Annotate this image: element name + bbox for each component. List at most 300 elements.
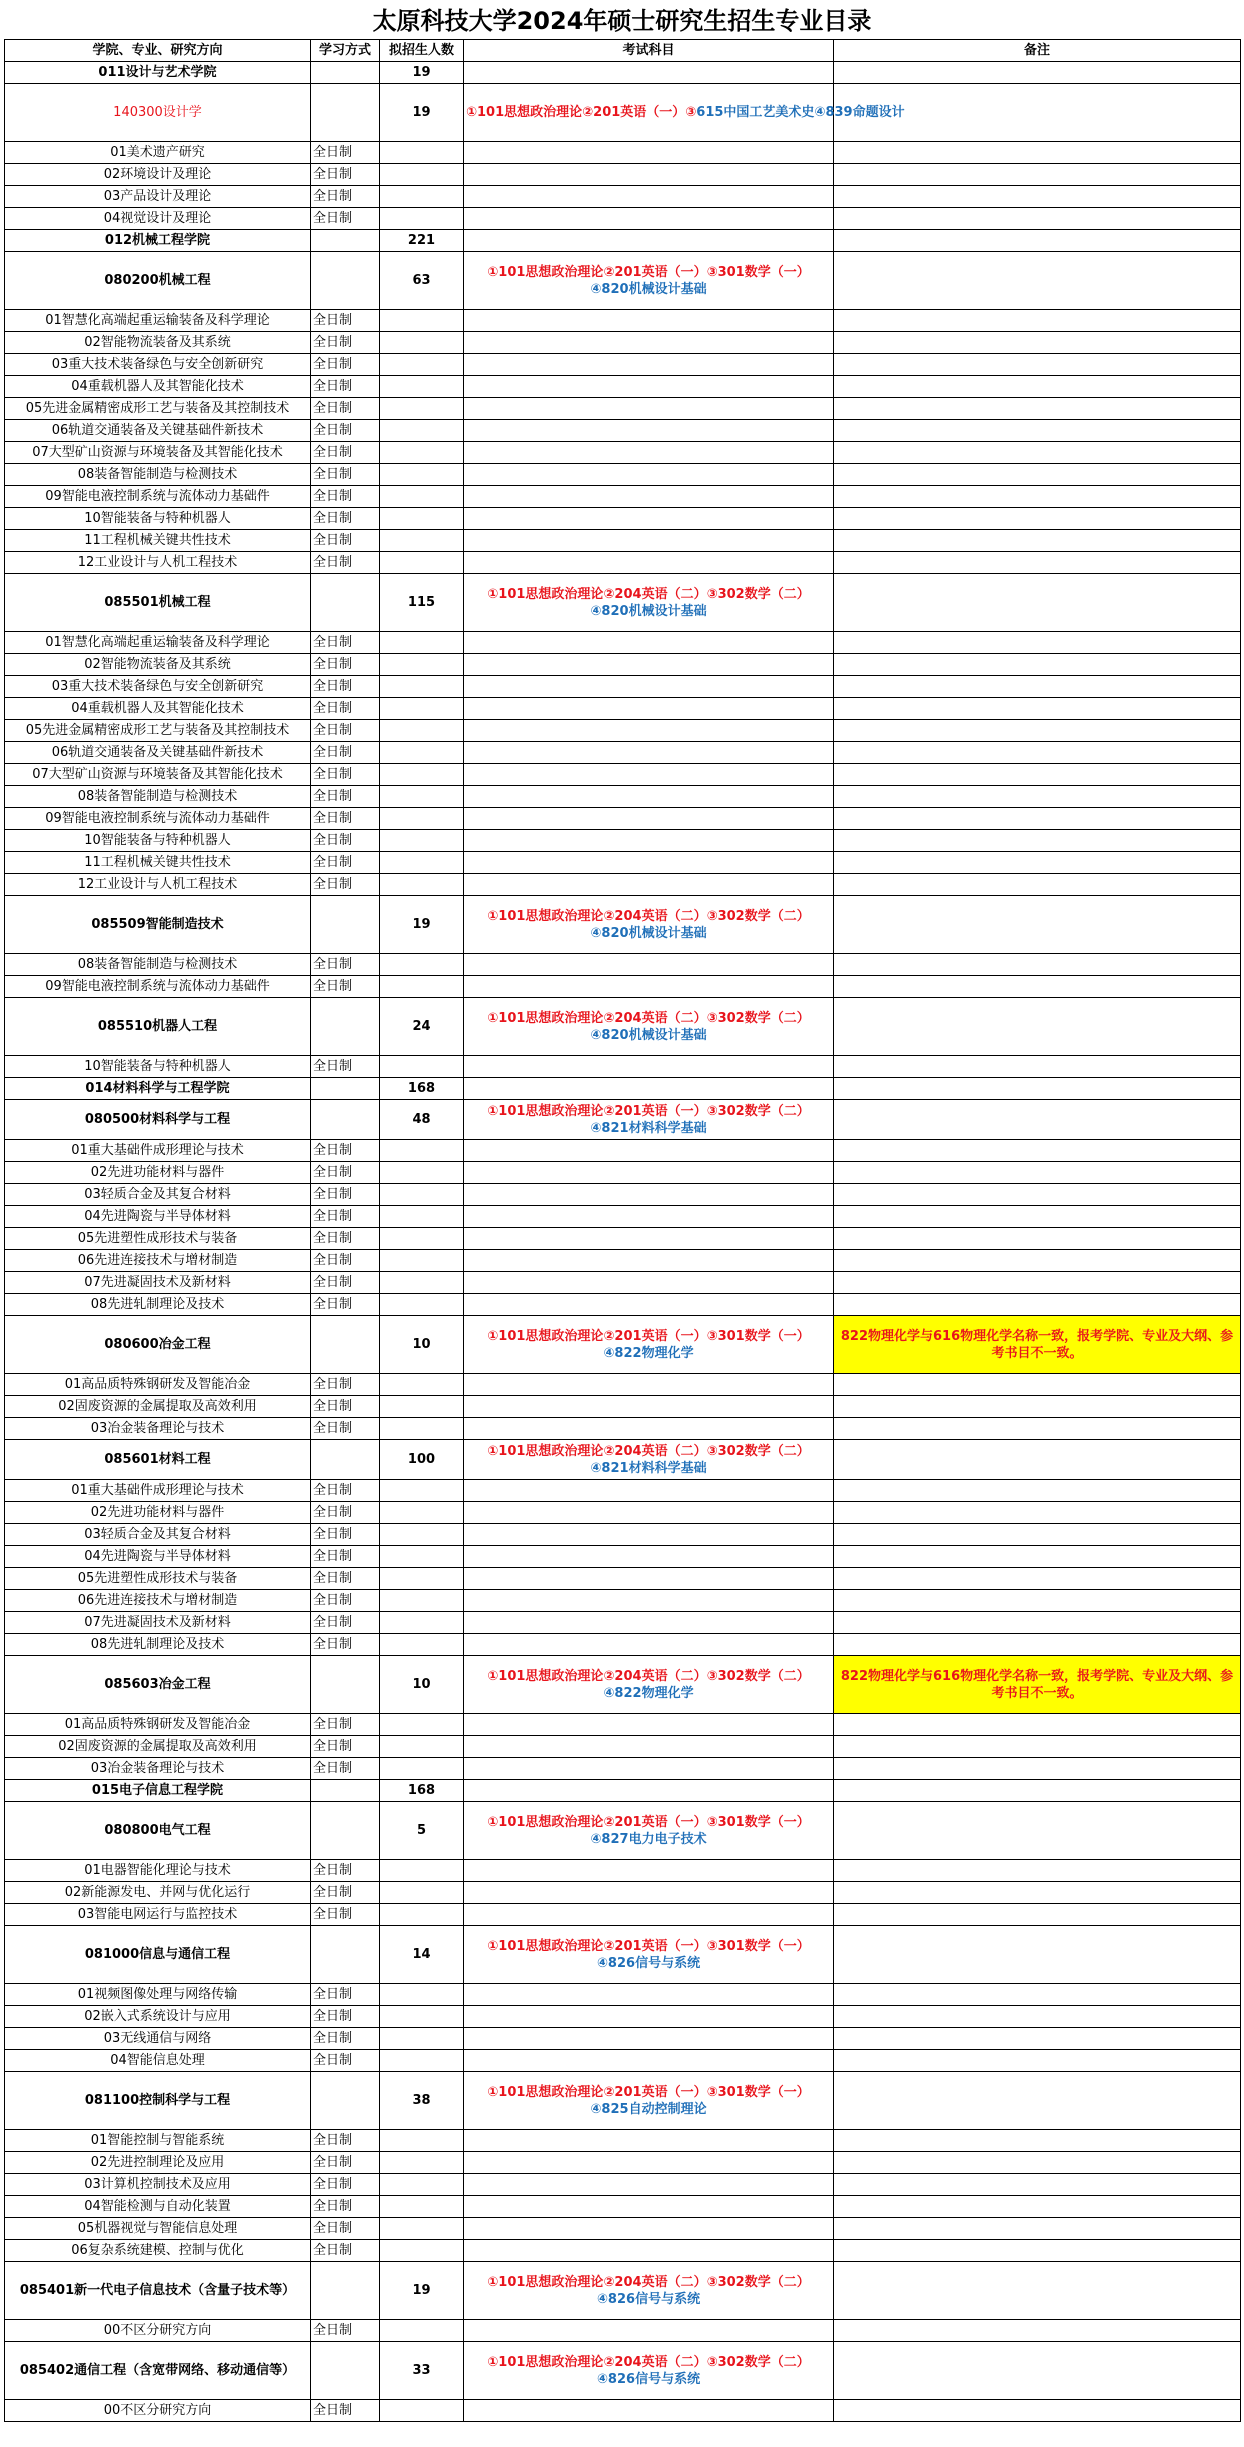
study-mode: 全日制 bbox=[311, 164, 380, 186]
college-row bbox=[5, 230, 1241, 252]
remark-cell bbox=[834, 1396, 1241, 1418]
enrollment-count: 115 bbox=[380, 574, 464, 632]
study-mode-cell bbox=[311, 998, 380, 1056]
study-mode-cell bbox=[311, 62, 380, 84]
exam-subject-text: ①101思想政治理论②201英语（一）③301数学（一） bbox=[487, 2084, 810, 2100]
enrollment-count-cell bbox=[380, 2028, 464, 2050]
enrollment-count: 19 bbox=[380, 2262, 464, 2320]
direction-name: 06轨道交通装备及关键基础件新技术 bbox=[5, 742, 311, 764]
major-name: 085601材料工程 bbox=[5, 1440, 311, 1480]
exam-subjects-cell bbox=[464, 230, 834, 252]
enrollment-count-cell bbox=[380, 2006, 464, 2028]
remark-cell bbox=[834, 1502, 1241, 1524]
study-mode: 全日制 bbox=[311, 720, 380, 742]
major-row bbox=[5, 1440, 1241, 1480]
research-direction-row bbox=[5, 2028, 1241, 2050]
exam-subjects-cell bbox=[464, 1272, 834, 1294]
exam-subjects-cell bbox=[464, 464, 834, 486]
major-row bbox=[5, 252, 1241, 310]
research-direction-row bbox=[5, 1612, 1241, 1634]
major-name: 140300设计学 bbox=[5, 84, 311, 142]
enrollment-count-cell bbox=[380, 1984, 464, 2006]
enrollment-count-cell bbox=[380, 486, 464, 508]
major-row bbox=[5, 2072, 1241, 2130]
enrollment-count-cell bbox=[380, 1140, 464, 1162]
enrollment-count: 14 bbox=[380, 1926, 464, 1984]
research-direction-row bbox=[5, 2240, 1241, 2262]
study-mode: 全日制 bbox=[311, 354, 380, 376]
direction-name: 03重大技术装备绿色与安全创新研究 bbox=[5, 676, 311, 698]
remark-cell bbox=[834, 1984, 1241, 2006]
enrollment-count-cell bbox=[380, 2320, 464, 2342]
research-direction-row bbox=[5, 2218, 1241, 2240]
major-name: 085509智能制造技术 bbox=[5, 896, 311, 954]
exam-subjects-cell bbox=[464, 1882, 834, 1904]
major-name: 085401新一代电子信息技术（含量子技术等） bbox=[5, 2262, 311, 2320]
study-mode-cell bbox=[311, 1078, 380, 1100]
enrollment-count-cell bbox=[380, 310, 464, 332]
research-direction-row bbox=[5, 208, 1241, 230]
study-mode: 全日制 bbox=[311, 2218, 380, 2240]
college-name: 012机械工程学院 bbox=[5, 230, 311, 252]
enrollment-count-cell bbox=[380, 808, 464, 830]
study-mode: 全日制 bbox=[311, 1228, 380, 1250]
exam-subjects bbox=[464, 1802, 834, 1860]
direction-name: 03无线通信与网络 bbox=[5, 2028, 311, 2050]
remark-note bbox=[834, 2342, 1241, 2400]
exam-subject-text: ④820机械设计基础 bbox=[590, 1027, 707, 1043]
exam-subjects bbox=[464, 1100, 834, 1140]
exam-subjects-cell bbox=[464, 442, 834, 464]
direction-name: 01视频图像处理与网络传输 bbox=[5, 1984, 311, 2006]
enrollment-count-cell bbox=[380, 142, 464, 164]
header-cell: 学习方式 bbox=[311, 40, 380, 62]
remark-cell bbox=[834, 874, 1241, 896]
research-direction-row bbox=[5, 632, 1241, 654]
enrollment-count-cell bbox=[380, 2240, 464, 2262]
enrollment-count-cell bbox=[380, 720, 464, 742]
research-direction-row bbox=[5, 1634, 1241, 1656]
remark-cell bbox=[834, 976, 1241, 998]
remark-cell bbox=[834, 1272, 1241, 1294]
enrollment-count-cell bbox=[380, 2130, 464, 2152]
direction-name: 11工程机械关键共性技术 bbox=[5, 852, 311, 874]
enrollment-count-cell bbox=[380, 398, 464, 420]
exam-subjects-cell bbox=[464, 552, 834, 574]
exam-subjects-cell bbox=[464, 1634, 834, 1656]
remark-cell bbox=[834, 1546, 1241, 1568]
research-direction-row bbox=[5, 808, 1241, 830]
exam-subject-text: ④822物理化学 bbox=[603, 1345, 694, 1361]
study-mode: 全日制 bbox=[311, 398, 380, 420]
exam-subjects-cell bbox=[464, 420, 834, 442]
exam-subjects-cell bbox=[464, 142, 834, 164]
exam-subjects-cell bbox=[464, 2240, 834, 2262]
direction-name: 01重大基础件成形理论与技术 bbox=[5, 1140, 311, 1162]
direction-name: 12工业设计与人机工程技术 bbox=[5, 874, 311, 896]
exam-subjects-cell bbox=[464, 208, 834, 230]
exam-subject-text: ①101思想政治理论②201英语（一）③301数学（一） bbox=[487, 264, 810, 280]
enrollment-count: 168 bbox=[380, 1780, 464, 1802]
research-direction-row bbox=[5, 1294, 1241, 1316]
study-mode-cell bbox=[311, 574, 380, 632]
remark-cell bbox=[834, 230, 1241, 252]
exam-subjects-cell bbox=[464, 2196, 834, 2218]
direction-name: 10智能装备与特种机器人 bbox=[5, 1056, 311, 1078]
enrollment-count: 48 bbox=[380, 1100, 464, 1140]
remark-cell bbox=[834, 208, 1241, 230]
direction-name: 11工程机械关键共性技术 bbox=[5, 530, 311, 552]
direction-name: 01智能控制与智能系统 bbox=[5, 2130, 311, 2152]
remark-cell bbox=[834, 1184, 1241, 1206]
remark-cell bbox=[834, 1418, 1241, 1440]
exam-subjects-cell bbox=[464, 1568, 834, 1590]
research-direction-row bbox=[5, 720, 1241, 742]
remark-cell bbox=[834, 1634, 1241, 1656]
direction-name: 00不区分研究方向 bbox=[5, 2400, 311, 2422]
remark-cell bbox=[834, 1524, 1241, 1546]
direction-name: 08装备智能制造与检测技术 bbox=[5, 786, 311, 808]
study-mode: 全日制 bbox=[311, 1480, 380, 1502]
exam-subject-text: ④826信号与系统 bbox=[596, 1955, 701, 1971]
exam-subjects-cell bbox=[464, 376, 834, 398]
direction-name: 03冶金装备理论与技术 bbox=[5, 1418, 311, 1440]
study-mode: 全日制 bbox=[311, 1634, 380, 1656]
research-direction-row bbox=[5, 786, 1241, 808]
exam-subjects bbox=[464, 2262, 834, 2320]
remark-cell bbox=[834, 2028, 1241, 2050]
exam-subjects-cell bbox=[464, 1056, 834, 1078]
study-mode: 全日制 bbox=[311, 2400, 380, 2422]
research-direction-row bbox=[5, 654, 1241, 676]
remark-note bbox=[834, 1440, 1241, 1480]
direction-name: 02先进功能材料与器件 bbox=[5, 1502, 311, 1524]
direction-name: 01高品质特殊钢研发及智能冶金 bbox=[5, 1714, 311, 1736]
enrollment-count-cell bbox=[380, 464, 464, 486]
research-direction-row bbox=[5, 1374, 1241, 1396]
direction-name: 02智能物流装备及其系统 bbox=[5, 654, 311, 676]
direction-name: 10智能装备与特种机器人 bbox=[5, 508, 311, 530]
study-mode: 全日制 bbox=[311, 1904, 380, 1926]
exam-subject-text: ①101思想政治理论②201英语（一）③ bbox=[466, 105, 697, 120]
exam-subjects-cell bbox=[464, 874, 834, 896]
study-mode-cell bbox=[311, 1656, 380, 1714]
research-direction-row bbox=[5, 464, 1241, 486]
study-mode: 全日制 bbox=[311, 2320, 380, 2342]
direction-name: 03冶金装备理论与技术 bbox=[5, 1758, 311, 1780]
study-mode: 全日制 bbox=[311, 2174, 380, 2196]
remark-note bbox=[834, 2262, 1241, 2320]
exam-subjects-cell bbox=[464, 1546, 834, 1568]
research-direction-row bbox=[5, 332, 1241, 354]
study-mode: 全日制 bbox=[311, 1984, 380, 2006]
remark-cell bbox=[834, 830, 1241, 852]
enrollment-count: 10 bbox=[380, 1656, 464, 1714]
enrollment-count-cell bbox=[380, 354, 464, 376]
research-direction-row bbox=[5, 1206, 1241, 1228]
exam-subjects-cell bbox=[464, 632, 834, 654]
study-mode: 全日制 bbox=[311, 186, 380, 208]
research-direction-row bbox=[5, 1860, 1241, 1882]
remark-cell bbox=[834, 552, 1241, 574]
enrollment-count-cell bbox=[380, 1736, 464, 1758]
remark-cell bbox=[834, 376, 1241, 398]
exam-subjects-cell bbox=[464, 2130, 834, 2152]
direction-name: 09智能电液控制系统与流体动力基础件 bbox=[5, 808, 311, 830]
enrollment-count-cell bbox=[380, 508, 464, 530]
study-mode-cell bbox=[311, 1100, 380, 1140]
exam-subjects-cell bbox=[464, 852, 834, 874]
exam-subjects bbox=[464, 2342, 834, 2400]
enrollment-count-cell bbox=[380, 1634, 464, 1656]
research-direction-row bbox=[5, 1480, 1241, 1502]
research-direction-row bbox=[5, 1568, 1241, 1590]
enrollment-count-cell bbox=[380, 786, 464, 808]
major-name: 080600冶金工程 bbox=[5, 1316, 311, 1374]
enrollment-count-cell bbox=[380, 1904, 464, 1926]
study-mode: 全日制 bbox=[311, 1206, 380, 1228]
remark-cell bbox=[834, 398, 1241, 420]
research-direction-row bbox=[5, 1418, 1241, 1440]
enrollment-count: 63 bbox=[380, 252, 464, 310]
exam-subject-text: ①101思想政治理论②201英语（一）③301数学（一） bbox=[487, 1814, 810, 1830]
direction-name: 09智能电液控制系统与流体动力基础件 bbox=[5, 976, 311, 998]
remark-note bbox=[834, 1802, 1241, 1860]
research-direction-row bbox=[5, 976, 1241, 998]
direction-name: 00不区分研究方向 bbox=[5, 2320, 311, 2342]
study-mode: 全日制 bbox=[311, 1140, 380, 1162]
exam-subject-text: ④820机械设计基础 bbox=[590, 281, 707, 297]
research-direction-row bbox=[5, 2174, 1241, 2196]
remark-cell bbox=[834, 676, 1241, 698]
research-direction-row bbox=[5, 1736, 1241, 1758]
enrollment-count-cell bbox=[380, 676, 464, 698]
study-mode-cell bbox=[311, 2262, 380, 2320]
direction-name: 08装备智能制造与检测技术 bbox=[5, 464, 311, 486]
direction-name: 01智慧化高端起重运输装备及科学理论 bbox=[5, 632, 311, 654]
study-mode: 全日制 bbox=[311, 2130, 380, 2152]
study-mode: 全日制 bbox=[311, 530, 380, 552]
enrollment-count: 19 bbox=[380, 84, 464, 142]
exam-subject-text: ④820机械设计基础 bbox=[590, 925, 707, 941]
major-name: 085402通信工程（含宽带网络、移动通信等） bbox=[5, 2342, 311, 2400]
enrollment-count-cell bbox=[380, 1524, 464, 1546]
enrollment-count-cell bbox=[380, 1294, 464, 1316]
study-mode: 全日制 bbox=[311, 2152, 380, 2174]
exam-subject-text: ①101思想政治理论②204英语（二）③302数学（二） bbox=[487, 2274, 810, 2290]
exam-subjects-cell bbox=[464, 332, 834, 354]
study-mode: 全日制 bbox=[311, 332, 380, 354]
study-mode: 全日制 bbox=[311, 1250, 380, 1272]
major-name: 081100控制科学与工程 bbox=[5, 2072, 311, 2130]
major-name: 085603冶金工程 bbox=[5, 1656, 311, 1714]
study-mode: 全日制 bbox=[311, 1374, 380, 1396]
major-row bbox=[5, 1926, 1241, 1984]
enrollment-count: 100 bbox=[380, 1440, 464, 1480]
exam-subject-text: ④825自动控制理论 bbox=[590, 2101, 707, 2117]
direction-name: 03重大技术装备绿色与安全创新研究 bbox=[5, 354, 311, 376]
remark-cell bbox=[834, 1140, 1241, 1162]
study-mode: 全日制 bbox=[311, 420, 380, 442]
remark-note bbox=[834, 998, 1241, 1056]
remark-cell bbox=[834, 808, 1241, 830]
direction-name: 02先进功能材料与器件 bbox=[5, 1162, 311, 1184]
study-mode: 全日制 bbox=[311, 1546, 380, 1568]
research-direction-row bbox=[5, 2050, 1241, 2072]
research-direction-row bbox=[5, 376, 1241, 398]
remark-cell bbox=[834, 442, 1241, 464]
exam-subjects-cell bbox=[464, 1206, 834, 1228]
remark-note: 822物理化学与616物理化学名称一致，报考学院、专业及大纲、参考书目不一致。 bbox=[834, 1656, 1241, 1714]
study-mode-cell bbox=[311, 230, 380, 252]
research-direction-row bbox=[5, 1758, 1241, 1780]
remark-cell bbox=[834, 62, 1241, 84]
remark-note bbox=[834, 1926, 1241, 1984]
research-direction-row bbox=[5, 1272, 1241, 1294]
major-name: 080500材料科学与工程 bbox=[5, 1100, 311, 1140]
exam-subjects-cell bbox=[464, 1590, 834, 1612]
exam-subjects-cell bbox=[464, 2050, 834, 2072]
enrollment-count-cell bbox=[380, 764, 464, 786]
exam-subject-text: ④826信号与系统 bbox=[596, 2371, 701, 2387]
exam-subjects-cell bbox=[464, 398, 834, 420]
header-cell: 备注 bbox=[834, 40, 1241, 62]
exam-subject-text: ④821材料科学基础 bbox=[590, 1460, 707, 1476]
direction-name: 02固废资源的金属提取及高效利用 bbox=[5, 1736, 311, 1758]
exam-subjects-cell bbox=[464, 1758, 834, 1780]
study-mode-cell bbox=[311, 1780, 380, 1802]
study-mode: 全日制 bbox=[311, 874, 380, 896]
direction-name: 02固废资源的金属提取及高效利用 bbox=[5, 1396, 311, 1418]
exam-subjects bbox=[464, 2072, 834, 2130]
direction-name: 05机器视觉与智能信息处理 bbox=[5, 2218, 311, 2240]
exam-subjects-cell bbox=[464, 1396, 834, 1418]
exam-subjects-cell bbox=[464, 2174, 834, 2196]
exam-subjects-cell bbox=[464, 310, 834, 332]
major-row bbox=[5, 1316, 1241, 1374]
remark-cell bbox=[834, 720, 1241, 742]
direction-name: 05先进塑性成形技术与装备 bbox=[5, 1568, 311, 1590]
major-row bbox=[5, 2342, 1241, 2400]
remark-cell bbox=[834, 1568, 1241, 1590]
enrollment-count-cell bbox=[380, 376, 464, 398]
exam-subjects bbox=[464, 896, 834, 954]
research-direction-row bbox=[5, 1140, 1241, 1162]
direction-name: 07先进凝固技术及新材料 bbox=[5, 1272, 311, 1294]
enrollment-count-cell bbox=[380, 1882, 464, 1904]
enrollment-count-cell bbox=[380, 420, 464, 442]
study-mode: 全日制 bbox=[311, 1396, 380, 1418]
research-direction-row bbox=[5, 1502, 1241, 1524]
remark-cell bbox=[834, 1590, 1241, 1612]
enrollment-count-cell bbox=[380, 164, 464, 186]
exam-subjects-cell bbox=[464, 186, 834, 208]
direction-name: 06轨道交通装备及关键基础件新技术 bbox=[5, 420, 311, 442]
research-direction-row bbox=[5, 486, 1241, 508]
enrollment-count-cell bbox=[380, 1612, 464, 1634]
college-row bbox=[5, 1078, 1241, 1100]
remark-cell bbox=[834, 530, 1241, 552]
research-direction-row bbox=[5, 1250, 1241, 1272]
exam-subjects bbox=[464, 84, 905, 142]
direction-name: 05先进塑性成形技术与装备 bbox=[5, 1228, 311, 1250]
study-mode: 全日制 bbox=[311, 954, 380, 976]
study-mode: 全日制 bbox=[311, 1758, 380, 1780]
enrollment-count-cell bbox=[380, 2174, 464, 2196]
research-direction-row bbox=[5, 1524, 1241, 1546]
direction-name: 01电器智能化理论与技术 bbox=[5, 1860, 311, 1882]
study-mode: 全日制 bbox=[311, 442, 380, 464]
exam-subject-text: ④822物理化学 bbox=[603, 1685, 694, 1701]
study-mode: 全日制 bbox=[311, 2006, 380, 2028]
exam-subjects-cell bbox=[464, 786, 834, 808]
study-mode-cell bbox=[311, 1802, 380, 1860]
study-mode: 全日制 bbox=[311, 2196, 380, 2218]
remark-note bbox=[834, 896, 1241, 954]
remark-cell bbox=[834, 852, 1241, 874]
remark-cell bbox=[834, 508, 1241, 530]
enrollment-count-cell bbox=[380, 1162, 464, 1184]
college-name: 015电子信息工程学院 bbox=[5, 1780, 311, 1802]
exam-subjects-cell bbox=[464, 2006, 834, 2028]
remark-note bbox=[834, 1100, 1241, 1140]
major-row bbox=[5, 998, 1241, 1056]
major-row bbox=[5, 896, 1241, 954]
research-direction-row bbox=[5, 2320, 1241, 2342]
exam-subjects-cell bbox=[464, 1184, 834, 1206]
header-cell: 考试科目 bbox=[464, 40, 834, 62]
exam-subjects-cell bbox=[464, 1502, 834, 1524]
exam-subjects-cell bbox=[464, 530, 834, 552]
exam-subjects-cell bbox=[464, 1480, 834, 1502]
remark-cell bbox=[834, 742, 1241, 764]
enrollment-count-cell bbox=[380, 1860, 464, 1882]
study-mode: 全日制 bbox=[311, 376, 380, 398]
direction-name: 03智能电网运行与监控技术 bbox=[5, 1904, 311, 1926]
study-mode: 全日制 bbox=[311, 632, 380, 654]
exam-subjects-cell bbox=[464, 742, 834, 764]
enrollment-count: 5 bbox=[380, 1802, 464, 1860]
study-mode: 全日制 bbox=[311, 1568, 380, 1590]
enrollment-count-cell bbox=[380, 530, 464, 552]
remark-cell bbox=[834, 1374, 1241, 1396]
study-mode: 全日制 bbox=[311, 208, 380, 230]
direction-name: 06先进连接技术与增材制造 bbox=[5, 1250, 311, 1272]
research-direction-row bbox=[5, 1162, 1241, 1184]
exam-subjects-cell bbox=[464, 720, 834, 742]
exam-subject-text: ①101思想政治理论②204英语（二）③302数学（二） bbox=[487, 1443, 810, 1459]
exam-subject-text: ④827电力电子技术 bbox=[590, 1831, 707, 1847]
college-row bbox=[5, 62, 1241, 84]
enrollment-count-cell bbox=[380, 1546, 464, 1568]
exam-subjects-cell bbox=[464, 654, 834, 676]
remark-cell bbox=[834, 1882, 1241, 1904]
major-row bbox=[5, 1100, 1241, 1140]
remark-cell bbox=[834, 1612, 1241, 1634]
enrollment-count-cell bbox=[380, 632, 464, 654]
enrollment-count-cell bbox=[380, 2152, 464, 2174]
exam-subjects-cell bbox=[464, 486, 834, 508]
direction-name: 02智能物流装备及其系统 bbox=[5, 332, 311, 354]
remark-cell bbox=[834, 698, 1241, 720]
exam-subjects bbox=[464, 1926, 834, 1984]
study-mode: 全日制 bbox=[311, 698, 380, 720]
major-row bbox=[5, 1656, 1241, 1714]
study-mode: 全日制 bbox=[311, 1860, 380, 1882]
remark-cell bbox=[834, 486, 1241, 508]
research-direction-row bbox=[5, 1184, 1241, 1206]
enrollment-count-cell bbox=[380, 1228, 464, 1250]
